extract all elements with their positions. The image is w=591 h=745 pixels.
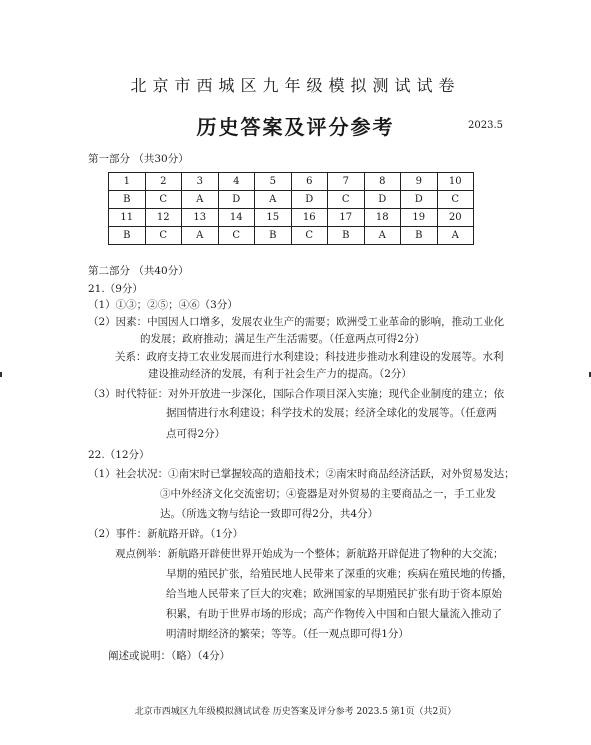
q22-answer-1-line1: （1）社会状况：①南宋时已掌握较高的造船技术；②南宋时商品经济活跃，对外贸易发达； <box>88 468 515 480</box>
question-number-cell: 7 <box>328 173 365 191</box>
q22-view-line1: 观点例举：新航路开辟使世界开始成为一个整体；新航路开辟促进了物种的大交流； <box>115 548 504 560</box>
answer-cell: B <box>255 227 292 245</box>
part2-heading: 第二部分 （共40分） <box>88 265 189 277</box>
answer-cell: B <box>328 227 365 245</box>
question-number-cell: 17 <box>328 209 365 227</box>
q21-answer-1: （1）①③；②⑤；④⑥（3分） <box>88 299 238 311</box>
table-row <box>109 191 474 209</box>
q22-answer-2: （2）事件：新航路开辟。（1分） <box>88 528 244 540</box>
question-number-cell: 15 <box>255 209 292 227</box>
answer-cell: C <box>437 191 474 209</box>
question-number-cell: 4 <box>218 173 255 191</box>
left-margin-mark <box>0 372 2 377</box>
answer-cell: A <box>255 191 292 209</box>
q21-relation-line2: 建设推动经济的发展，有利于社会生产力的提高。（2分） <box>148 368 412 380</box>
table-row <box>109 227 474 245</box>
question-number-cell: 18 <box>364 209 401 227</box>
q22-view-line5: 明清时期经济的繁荣；等等。（任一观点即可得1分） <box>166 628 409 640</box>
part1-heading: 第一部分 （共30分） <box>88 153 189 165</box>
question-number-cell: 6 <box>291 173 328 191</box>
answer-cell: A <box>182 191 219 209</box>
answer-cell: C <box>145 191 182 209</box>
q22-view-line4: 积累，有助于世界市场的形成；高产作物传入中国和白银大量流入推动了 <box>166 608 502 620</box>
question-number-cell: 19 <box>401 209 438 227</box>
question-number-cell: 16 <box>291 209 328 227</box>
answer-cell: C <box>328 191 365 209</box>
q22-answer-1-line2: ③中外经济文化交流密切；④瓷器是对外贸易的主要商品之一，手工业发 <box>160 488 496 500</box>
question-number-cell: 14 <box>218 209 255 227</box>
q21-relation-line1: 关系：政府支持工农业发展而进行水利建设；科技进步推动水利建设的发展等。水利 <box>115 351 504 363</box>
q22-answer-1-line3: 达。（所选文物与结论一致即可得2分，共4分） <box>160 508 379 520</box>
question-number-cell: 13 <box>182 209 219 227</box>
q22-explain: 阐述或说明：（略）（4分） <box>108 650 231 662</box>
answer-cell: D <box>218 191 255 209</box>
doc-title: 历史答案及评分参考 <box>196 115 395 139</box>
answer-cell: A <box>437 227 474 245</box>
q21-heading: 21.（9分） <box>88 283 143 295</box>
answer-cell: C <box>218 227 255 245</box>
exam-title: 北京市西城区九年级模拟测试试卷 <box>130 76 461 95</box>
answer-cell: D <box>364 191 401 209</box>
table-row <box>109 209 474 227</box>
q21-answer-2-line1: （2）因素：中国因人口增多，发展农业生产的需要；欧洲受工业革命的影响，推动工业化 <box>88 316 505 328</box>
q21-answer-3-line2: 据国情进行水利建设；科学技术的发展；经济全球化的发展等。（任意两 <box>166 407 497 419</box>
answer-cell: B <box>109 227 146 245</box>
page-footer: 北京市西城区九年级模拟测试试卷 历史答案及评分参考 2023.5 第1页（共2页） <box>134 707 457 717</box>
doc-date: 2023.5 <box>468 120 503 131</box>
answer-table <box>108 172 474 245</box>
question-number-cell: 12 <box>145 209 182 227</box>
question-number-cell: 1 <box>109 173 146 191</box>
answer-cell: B <box>401 227 438 245</box>
answer-cell: C <box>145 227 182 245</box>
q21-answer-3-line1: （3）时代特征：对外开放进一步深化，国际合作项目深入实施；现代企业制度的建立；依 <box>88 388 505 400</box>
question-number-cell: 20 <box>437 209 474 227</box>
question-number-cell: 11 <box>109 209 146 227</box>
answer-cell: B <box>109 191 146 209</box>
q22-view-line3: 给当地人民带来了巨大的灾难；欧洲国家的早期殖民扩张有助于资本原始 <box>166 588 502 600</box>
question-number-cell: 5 <box>255 173 292 191</box>
answer-cell: C <box>291 227 328 245</box>
question-number-cell: 3 <box>182 173 219 191</box>
answer-cell: A <box>364 227 401 245</box>
answer-cell: D <box>291 191 328 209</box>
question-number-cell: 8 <box>364 173 401 191</box>
q22-heading: 22.（12分） <box>88 449 150 461</box>
question-number-cell: 2 <box>145 173 182 191</box>
answer-cell: D <box>401 191 438 209</box>
question-number-cell: 9 <box>401 173 438 191</box>
question-number-cell: 10 <box>437 173 474 191</box>
q21-answer-3-line3: 点可得2分） <box>166 428 226 440</box>
table-row <box>109 173 474 191</box>
q21-answer-2-line2: 的发展；政府推动；满足生产生活需要。（任意两点可得2分） <box>140 333 425 345</box>
answer-cell: A <box>182 227 219 245</box>
q22-view-line2: 早期的殖民扩张，给殖民地人民带来了深重的灾难；疾病在殖民地的传播， <box>166 568 513 580</box>
